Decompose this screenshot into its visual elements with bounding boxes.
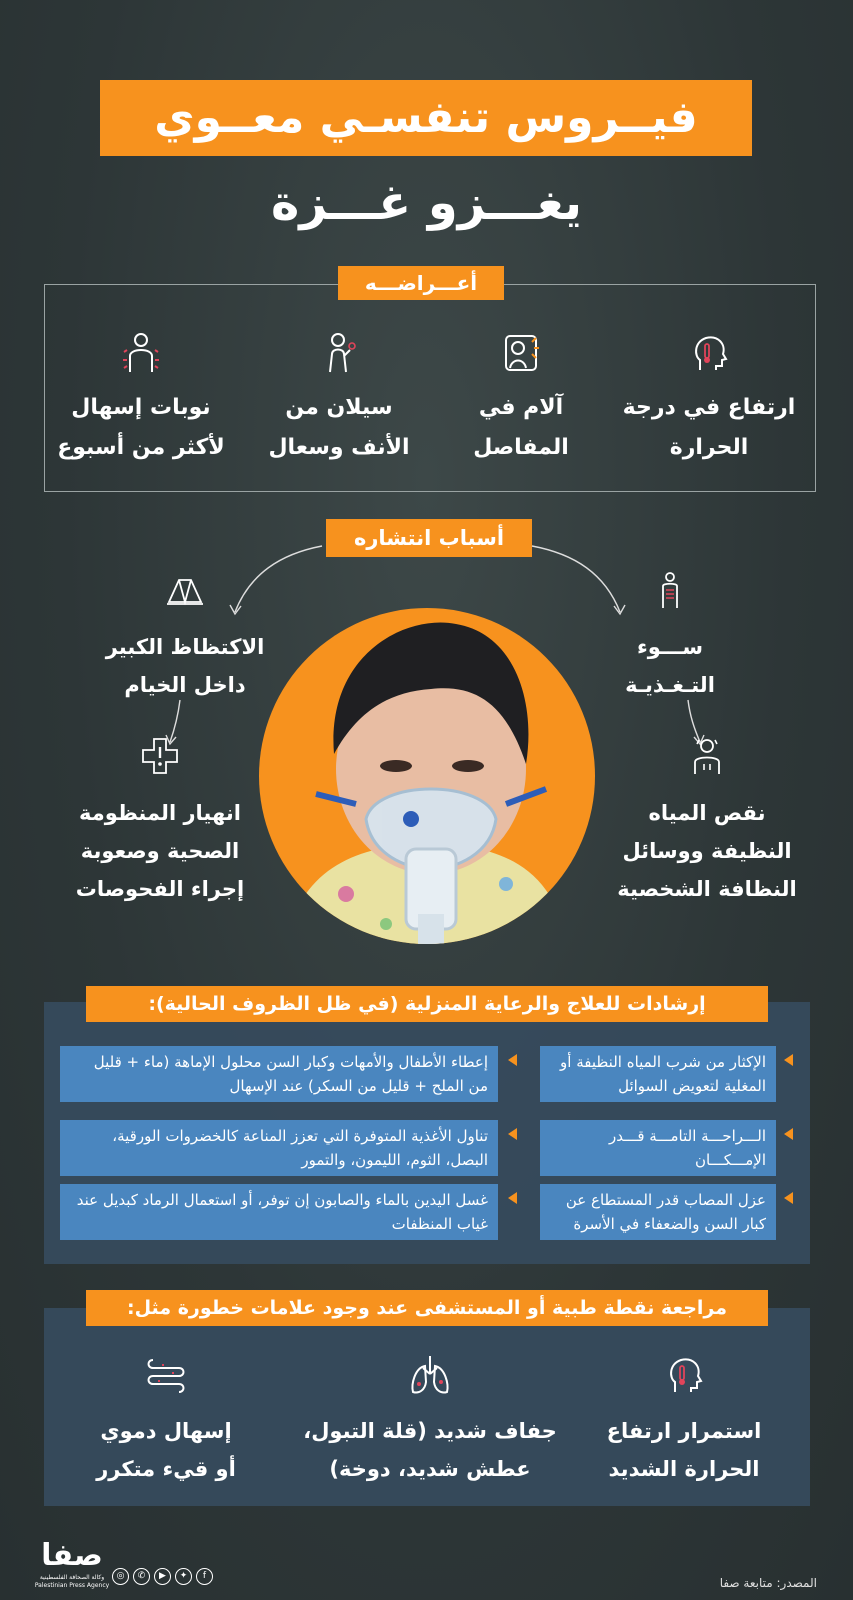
symptom-text-line: ارتفاع في درجة <box>622 395 796 420</box>
symptom-text-line: سيلان من <box>285 395 393 420</box>
guidance-item: عزل المصاب قدر المستطاع عن كبار السن والضعفاء في الأسرة <box>540 1184 776 1240</box>
bullet-arrow-icon <box>784 1054 793 1066</box>
symptom-text-line: المفاصل <box>473 435 569 460</box>
source-credit: المصدر: متابعة صفا <box>719 1576 817 1590</box>
warning-fever <box>574 1352 794 1488</box>
warning-text-line: أو قيء متكرر <box>96 1457 236 1481</box>
symptoms-label: أعـــراضـــه <box>338 266 504 300</box>
cause-text-line: ســـوء <box>636 635 704 659</box>
social-icons <box>112 1568 213 1585</box>
warning-text-line: عطش شديد، دوخة) <box>329 1457 531 1481</box>
facebook-icon[interactable]: f <box>196 1568 213 1585</box>
guidance-item: الـــراحـــة التامـــة قـــدر الإمـــكـــان <box>540 1120 776 1176</box>
logo-main-text: صفا <box>41 1538 103 1573</box>
logo <box>34 1538 110 1590</box>
cause-text-line: داخل الخيام <box>124 673 246 697</box>
symptom-text-line: آلام في <box>478 395 564 420</box>
cause-text-line: الاكتظاظ الكبير <box>105 635 265 659</box>
tent-icon <box>165 570 205 610</box>
guidance-item: غسل اليدين بالماء والصابون إن توفر، أو استعمال الرماد كبديل عند غياب المنظفات <box>60 1184 498 1240</box>
cause-text-line: النظافة الشخصية <box>617 877 797 901</box>
bullet-arrow-icon <box>508 1128 517 1140</box>
page-title: فيــروس تنفسـي معــوي <box>154 92 698 143</box>
washing-person-icon <box>687 736 727 776</box>
medical-cross-warning-icon <box>140 736 180 776</box>
cause-crowding <box>100 570 270 704</box>
thin-body-icon <box>650 570 690 610</box>
logo-arabic-text: وكالة الصحافة الفلسطينية <box>39 1574 105 1581</box>
warning-text-line: جفاف شديد (قلة التبول، <box>303 1419 557 1443</box>
cause-health-system <box>60 736 260 908</box>
bullet-arrow-icon <box>784 1192 793 1204</box>
intestine-icon <box>143 1352 189 1398</box>
guidance-item: تناول الأغذية المتوفرة التي تعزز المناعة كالخضروات الورقية، البصل، الثوم، الليمون، والتمور <box>60 1120 498 1176</box>
bullet-arrow-icon <box>784 1128 793 1140</box>
fever-head-icon <box>661 1352 707 1398</box>
warning-bloody-diarrhea <box>56 1352 276 1488</box>
warning-label: مراجعة نقطة طبية أو المستشفى عند وجود علامات خطورة مثل: <box>86 1290 768 1326</box>
bullet-arrow-icon <box>508 1192 517 1204</box>
guidance-item: الإكثار من شرب المياه النظيفة أو المغلية لتعويض السوائل <box>540 1046 776 1102</box>
symptom-text-line: الأنف وسعال <box>268 435 410 460</box>
twitter-icon[interactable]: ✦ <box>175 1568 192 1585</box>
cause-malnutrition <box>590 570 750 704</box>
cause-text-line: إجراء الفحوصات <box>75 877 245 901</box>
symptom-text-line: الحرارة <box>669 435 749 460</box>
logo-english-text: Palestinian Press Agency <box>34 1582 110 1589</box>
warning-dehydration <box>300 1352 560 1488</box>
causes-label: أسباب انتشاره <box>326 519 532 557</box>
guidance-item: إعطاء الأطفال والأمهات وكبار السن محلول الإماهة (ماء + قليل من الملح + قليل من السكر) عند الإسهال <box>60 1046 498 1102</box>
instagram-icon[interactable]: ◎ <box>112 1568 129 1585</box>
symptom-text-line: نوبات إسهال <box>71 395 211 420</box>
cause-water <box>606 736 808 908</box>
cause-text-line: النظيفة ووسائل <box>622 839 792 863</box>
guidance-label: إرشادات للعلاج والرعاية المنزلية (في ظل الظروف الحالية): <box>86 986 768 1022</box>
lungs-icon <box>407 1352 453 1398</box>
warning-text-line: إسهال دموي <box>100 1419 232 1443</box>
symptom-text-line: لأكثر من أسبوع <box>57 435 225 460</box>
page-subtitle: يغـــزو غـــزة <box>271 175 582 231</box>
youtube-icon[interactable]: ▶ <box>154 1568 171 1585</box>
child-with-mask-photo <box>256 594 606 950</box>
cause-text-line: انهيار المنظومة <box>79 801 241 825</box>
warning-text-line: استمرار ارتفاع <box>606 1419 762 1443</box>
cause-text-line: الصحية وصعوبة <box>80 839 240 863</box>
bullet-arrow-icon <box>508 1054 517 1066</box>
whatsapp-icon[interactable]: ✆ <box>133 1568 150 1585</box>
cause-text-line: نقص المياه <box>648 801 766 825</box>
warning-text-line: الحرارة الشديد <box>608 1457 760 1481</box>
cause-text-line: التـغـذيـة <box>625 673 715 697</box>
